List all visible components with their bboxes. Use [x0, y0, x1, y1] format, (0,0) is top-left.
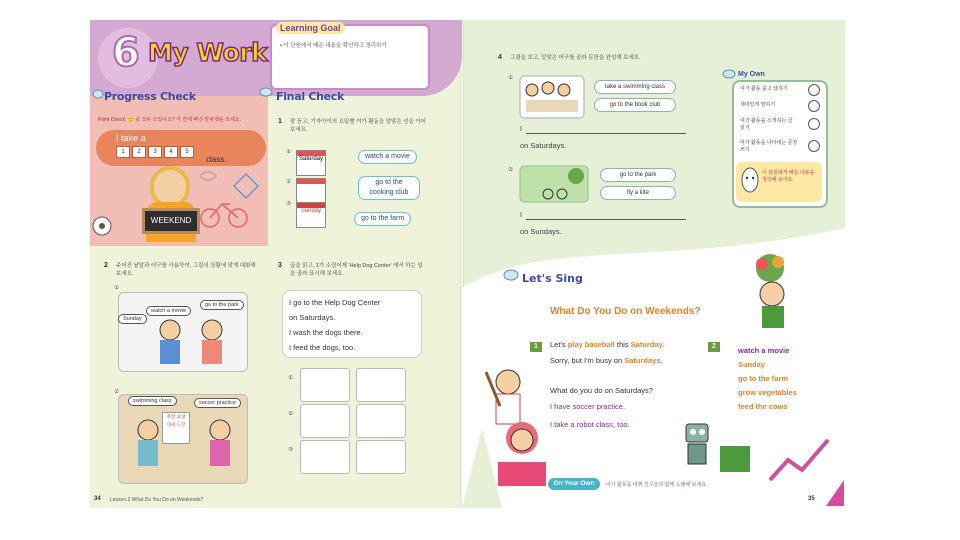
word-option: feed the cows — [738, 402, 788, 411]
on-your-own-badge: On Your Own — [548, 478, 600, 490]
mouse-icon — [258, 86, 274, 98]
word-options-list — [738, 344, 797, 414]
item-number: ② — [286, 179, 291, 185]
item-number: ③ — [286, 201, 291, 207]
left-footer-text: Lesson 2 What Do You Do on Weekends? — [110, 497, 204, 503]
unit-title: My Work — [148, 38, 268, 67]
letter-box[interactable]: 5 — [180, 146, 194, 158]
check-circle[interactable] — [808, 118, 820, 130]
song-text: this — [614, 340, 631, 349]
letter-box[interactable]: 3 — [148, 146, 162, 158]
right-page-number: 35 — [808, 496, 815, 502]
progress-check-title: Progress Check — [104, 90, 196, 103]
answer-line[interactable] — [526, 133, 686, 134]
corner-tab-icon — [826, 480, 844, 506]
speech-bubble: Sunday — [118, 314, 147, 324]
answer-line[interactable] — [526, 219, 686, 220]
word-option: Sunday — [738, 360, 766, 369]
option-picture[interactable] — [300, 404, 350, 438]
song-highlight: Saturdays — [624, 356, 661, 365]
activity-option-text: go to the cooking club — [369, 179, 409, 196]
scene-number: ① — [114, 285, 119, 291]
scene-number: ① — [508, 75, 513, 81]
passage-line: I go to the Help Dog Center — [289, 298, 381, 307]
phrase-option[interactable]: take a swimming class — [594, 80, 676, 94]
song-text: . — [662, 340, 665, 349]
question-text: 그림을 보고, 알맞은 어구를 골라 문장을 완성해 보세요. — [510, 55, 641, 61]
progress-check-sentence-end: class. — [206, 155, 227, 164]
board-notice-text: 태권 도장 — [166, 422, 186, 427]
option-picture[interactable] — [356, 368, 406, 402]
speech-bubble: watch a movie — [146, 306, 191, 316]
activity-option[interactable]: watch a movie — [358, 150, 417, 164]
calendar-day: Sunday — [300, 208, 322, 214]
phrase-option[interactable]: go to the park — [600, 168, 676, 182]
song-line: I take a robot class, too. — [550, 420, 630, 429]
speech-bubble: soccer practice — [194, 398, 241, 408]
part-number: 1 — [530, 342, 542, 352]
calendar-blank — [296, 178, 326, 204]
song-line: What do you do on Saturdays? — [550, 386, 653, 395]
lets-sing-title: Let's Sing — [522, 272, 583, 285]
checklist-item: 여가 활동 묻고 답하기 — [740, 86, 788, 92]
phrase-option[interactable]: go to the book club — [594, 98, 676, 112]
passage-line: I feed the dogs, too. — [289, 343, 356, 352]
final-check-title: Final Check — [276, 90, 345, 103]
progress-check-boxes — [116, 146, 194, 160]
speech-bubble: go to the park — [200, 300, 244, 310]
sentence-end: on Sundays. — [520, 227, 562, 236]
weekend-sign: WEEKEND — [142, 208, 200, 234]
song-highlight: play baseball — [567, 340, 615, 349]
option-picture[interactable] — [300, 368, 350, 402]
students-illustration — [130, 418, 240, 480]
progress-check-sentence-start: I take a — [116, 133, 146, 143]
speech-bubble: swimming class — [128, 396, 177, 406]
option-number: ① — [288, 375, 293, 381]
option-number: ② — [288, 411, 293, 417]
passage-line: I wash the dogs there. — [289, 328, 363, 337]
song-title: What Do You Do on Weekends? — [550, 306, 701, 317]
checklist-note: 이 단원에서 배운 내용을 정리해 보아요. — [762, 170, 815, 183]
letter-box[interactable]: 2 — [132, 146, 146, 158]
song-text: Sorry, but I'm busy on — [550, 356, 625, 365]
word-option: grow vegetables — [738, 388, 797, 397]
progress-check-instruction: Point Check: 🙂 를 모두 모았나요? 각 칸에 빠진 알파벳을 쓰세요. — [98, 117, 242, 123]
song-line — [550, 340, 665, 350]
scene-number: ② — [508, 167, 513, 173]
chart-arrow-icon — [766, 430, 836, 486]
question-number: 3 — [278, 262, 282, 269]
question-number: 2 — [104, 262, 108, 269]
question-number: 4 — [498, 54, 502, 61]
activity-option[interactable]: go to the farm — [354, 212, 411, 226]
sentence-start: I — [520, 126, 522, 133]
letter-box[interactable]: 4 — [164, 146, 178, 158]
mouse-icon — [92, 88, 104, 100]
soccer-ball-icon — [92, 216, 112, 236]
learning-goal-text: • 이 단원에서 배운 내용을 확인하고 정리하기 — [280, 43, 387, 49]
hobby-doodles-icon — [196, 166, 268, 238]
calendar-day: Saturday — [298, 156, 323, 162]
question-number: 1 — [278, 118, 282, 125]
girl-reading-icon — [492, 418, 552, 490]
calendar-sunday — [296, 202, 326, 228]
check-circle[interactable] — [808, 84, 820, 96]
song-text: Let's — [550, 340, 568, 349]
reading-passage — [282, 290, 422, 358]
part-number: 2 — [708, 342, 720, 352]
checklist-item: 여가 활동을 나타내는 문장 쓰기 — [740, 140, 798, 153]
item-number: ① — [286, 149, 291, 155]
word-option: watch a movie — [738, 346, 790, 355]
checklist-title: My Own — [738, 71, 765, 78]
mouse-icon — [722, 68, 736, 80]
option-picture[interactable] — [356, 440, 406, 474]
robot-icon — [674, 416, 754, 482]
song-line — [550, 356, 663, 366]
board-notice-text: 주간 요일 — [166, 414, 186, 419]
children-illustration — [150, 318, 240, 368]
club-scene-illustration — [518, 74, 586, 120]
option-picture[interactable] — [356, 404, 406, 438]
song-line: I have soccer practice. — [550, 402, 626, 411]
activity-option[interactable] — [358, 176, 420, 200]
farmer-character-icon — [740, 246, 810, 336]
learning-goal-label: Learning Goal — [276, 22, 345, 34]
checklist-item: 재미있게 말하기 — [740, 102, 776, 108]
word-option: go to the farm — [738, 374, 788, 383]
calendar-saturday — [296, 150, 326, 176]
character-icon — [740, 166, 760, 196]
sentence-end: on Saturdays. — [520, 141, 567, 150]
song-highlight: Saturday — [630, 340, 663, 349]
song-text: . — [660, 356, 663, 365]
left-page-number: 34 — [94, 496, 101, 502]
right-footer-text: 여가 활동을 바꿔 친구들과 함께 노래해 보세요. — [606, 482, 708, 488]
question-text: 잘 듣고, 기자아이의 요일별 여가 활동을 알맞은 선을 이어 보세요. — [290, 119, 426, 133]
scene-number: ② — [114, 389, 119, 395]
question-text: 주어진 낱말과 어구를 사용하여, 그림의 상황에 맞게 대화해 보세요. — [116, 263, 256, 277]
mouse-icon — [502, 268, 520, 282]
passage-line: on Saturdays. — [289, 313, 336, 322]
phrase-option[interactable]: fly a kite — [600, 186, 676, 200]
park-scene-illustration — [518, 164, 590, 204]
checklist-item: 여가 활동을 소개하는 글 읽기 — [740, 118, 793, 131]
check-circle[interactable] — [808, 100, 820, 112]
option-picture[interactable] — [300, 440, 350, 474]
unit-number: 6 — [112, 30, 140, 76]
letter-box[interactable]: 1 — [116, 146, 130, 158]
check-circle[interactable] — [808, 140, 820, 152]
sentence-start: I — [520, 212, 522, 219]
option-number: ③ — [288, 447, 293, 453]
question-text: 글을 읽고, 1가 소질어제 'Help Dog Center' 에서 하는 일을 골라 표시해 보세요. — [290, 263, 423, 277]
